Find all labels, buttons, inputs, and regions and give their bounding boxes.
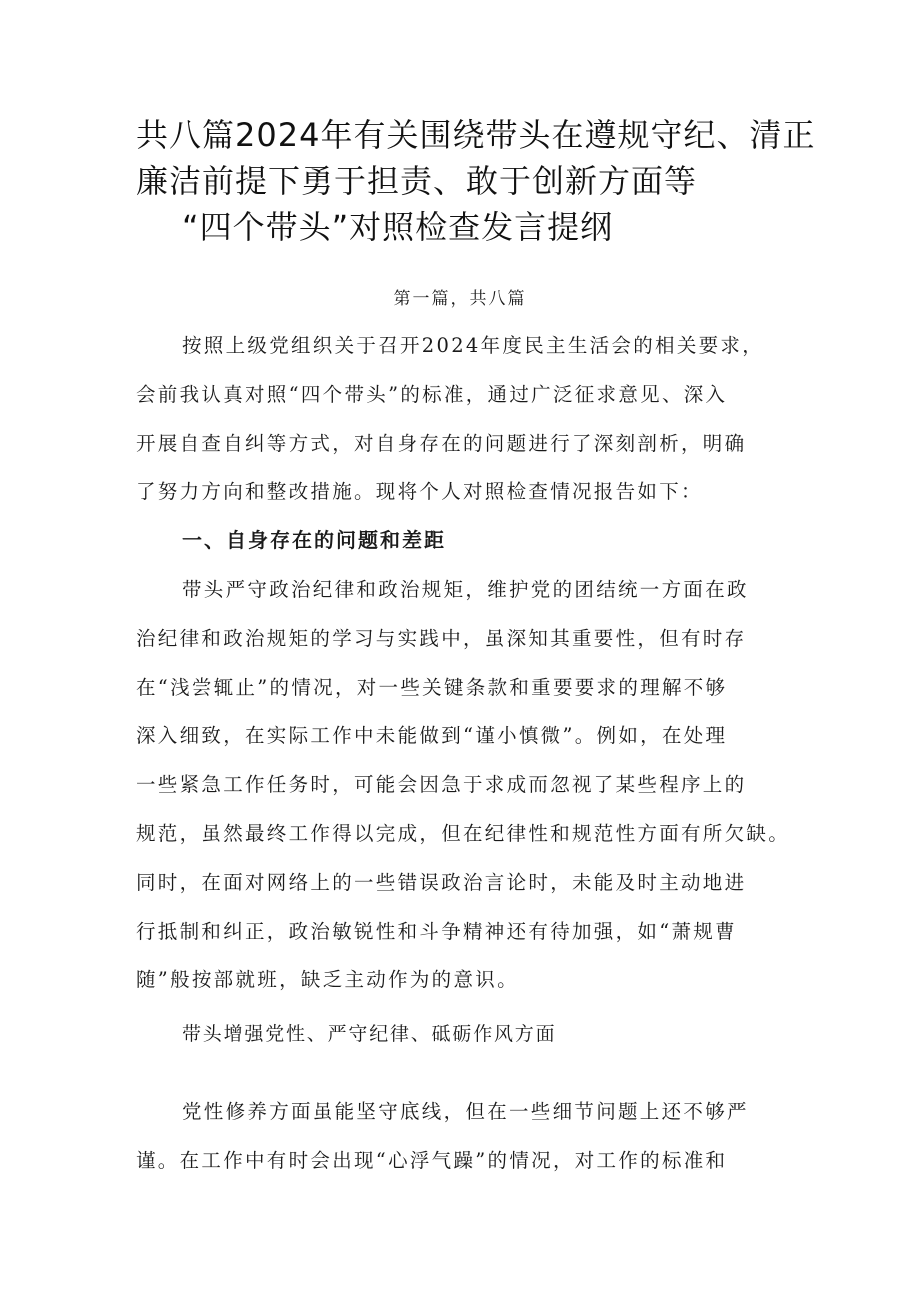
- paragraph-line: 规范，虽然最终工作得以完成，但在纪律性和规范性方面有所欠缺。: [136, 821, 791, 845]
- document-subtitle: 第一篇，共八篇: [393, 289, 527, 309]
- paragraph-line: 会前我认真对照“四个带头”的标准，通过广泛征求意见、深入: [136, 382, 728, 406]
- intro-paragraph: [136, 322, 786, 517]
- paragraph-line: 随”般按部就班，缺乏主动作为的意识。: [136, 968, 519, 992]
- title-line: “四个带头”对照检查发言提纲: [182, 208, 614, 246]
- paragraph-line: 党性修养方面虽能坚守底线，但在一些细节问题上还不够严: [182, 1100, 749, 1123]
- paragraph-line: 开展自查自纠等方式，对自身存在的问题进行了深刻剖析，明确: [136, 431, 747, 455]
- paragraph-line: 在“浅尝辄止”的情况，对一些关键条款和重要要求的理解不够: [136, 675, 728, 699]
- paragraph-line: 按照上级党组织关于召开2024年度民主生活会的相关要求，: [182, 334, 765, 357]
- subsection-title: 带头增强党性、严守纪律、砥砺作风方面: [182, 1023, 557, 1045]
- paragraph-line: 一些紧急工作任务时，可能会因急于求成而忽视了某些程序上的: [136, 773, 747, 797]
- document-title: [136, 112, 816, 250]
- paragraph-line: 深入细致，在实际工作中未能做到“谨小慎微”。例如，在处理: [136, 724, 728, 748]
- title-line: 廉洁前提下勇于担责、敢于创新方面等: [136, 162, 698, 200]
- paragraph-line: 行抵制和纠正，政治敏锐性和斗争精神还有待加强，如“萧规曹: [136, 919, 737, 943]
- title-line: 共八篇2024年有关围绕带头在遵规守纪、清正: [136, 116, 816, 154]
- paragraph-line: 谨。在工作中有时会出现“心浮气躁”的情况，对工作的标准和: [136, 1148, 728, 1172]
- paragraph-line: 治纪律和政治规矩的学习与实践中，虽深知其重要性，但有时存: [136, 626, 747, 650]
- paragraph-line: 了努力方向和整改措施。现将个人对照检查情况报告如下：: [136, 480, 703, 504]
- section-heading: 一、自身存在的问题和差距: [182, 528, 446, 552]
- paragraph-line: 带头严守政治纪律和政治规矩，维护党的团结统一方面在政: [182, 578, 749, 601]
- paragraph-line: 同时，在面对网络上的一些错误政治言论时，未能及时主动地进: [136, 870, 747, 894]
- section1-paragraph: [136, 566, 791, 1005]
- section2-paragraph: [136, 1088, 786, 1186]
